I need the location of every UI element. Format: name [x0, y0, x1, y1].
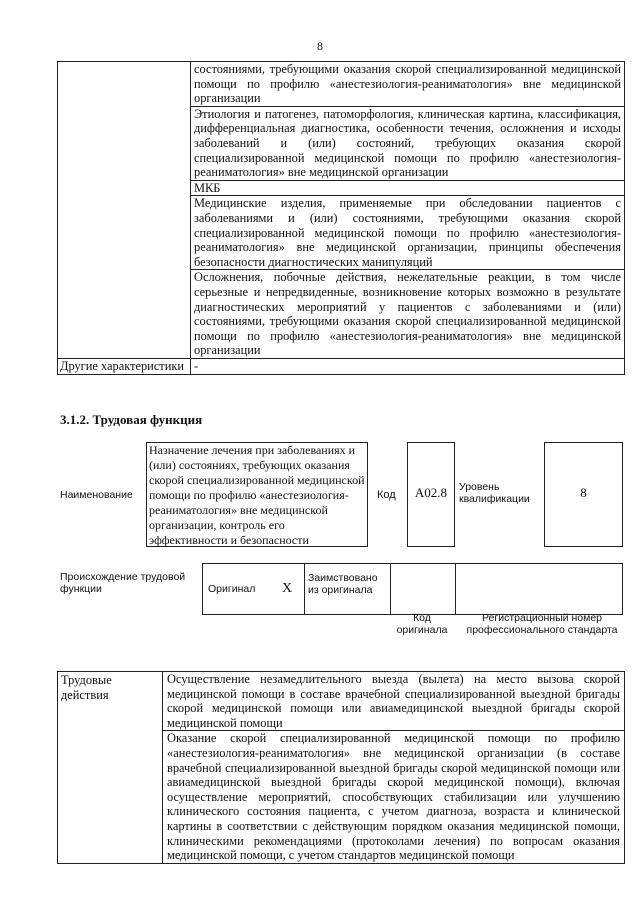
row-text: - [191, 358, 625, 374]
table-row [58, 62, 625, 107]
level-box: 8 [544, 442, 623, 547]
action-item: Осуществление незамедлительного выезда (вылета) на место вызова скорой медицинской помощи в составе врачебной специализированной выездной бригады скорой медицинской помощи или авиамедицинской выездной бригады скорой медицинской помощи [163, 672, 625, 731]
knowledge-table [57, 61, 625, 375]
row-text: Этиология и патогенез, патоморфология, клиническая картина, классификация, дифференциальная диагностика, особенности течения, осложнения и исходы заболеваний и (или) состояний, требующих оказания скорой специализированной медицинской помощи по профилю «анестезиология-реаниматология» вне медицинской организации [191, 106, 625, 180]
origin-label: Происхождение трудовой функции [60, 571, 186, 595]
code-box: A02.8 [407, 442, 455, 547]
actions-label: Трудовые действия [58, 672, 163, 864]
name-label: Наименование [60, 489, 133, 501]
reg-caption: Регистрационный номер профессионального стандарта [466, 612, 618, 636]
code-label: Код [377, 489, 396, 501]
row-text: состояниями, требующими оказания скорой специализированной медицинской помощи по профилю «анестезиология-реаниматология» вне медицинской организации [191, 62, 625, 107]
table-row [58, 358, 625, 374]
origin-table [202, 563, 623, 615]
page-number: 8 [317, 39, 323, 53]
section-title: 3.1.2. Трудовая функция [60, 412, 203, 427]
row-text: Медицинские изделия, применяемые при обследовании пациентов с заболеваниями и (или) состояниями, требующими оказания скорой специализированной медицинской помощи по профилю «анестезиология-реаниматология» вне медицинской организации, принципы обеспечения безопасности диагностических манипуляций [191, 196, 625, 270]
reg-number-cell [456, 564, 623, 615]
row-label-other: Другие характеристики [58, 358, 191, 374]
original-code-cell [391, 564, 456, 615]
table-row [58, 672, 625, 731]
original-mark: X [270, 564, 305, 615]
row-label [58, 62, 191, 359]
original-label: Оригинал [203, 564, 271, 615]
level-label: Уровень квалификации [459, 481, 530, 505]
borrowed-label: Заимствовано из оригинала [305, 564, 391, 615]
actions-table [57, 671, 625, 864]
function-name-box: Назначение лечения при заболеваниях и (или) состояниях, требующих оказания скорой специализированной медицинской помощи по профилю «анестезиология-реаниматология» вне медицинской организации, контроль его эффективности и безопасности [146, 442, 368, 547]
row-text: Осложнения, побочные действия, нежелательные реакции, в том числе серьезные и непредвиденные, возникновение которых возможно в результате диагностических мероприятий у пациентов с заболеваниями и (или) состояниями, требующими оказания скорой специализированной медицинской помощи по профилю «анестезиология-реаниматология» вне медицинской организации [191, 270, 625, 359]
row-text: МКБ [191, 180, 625, 196]
code-caption: Код оригинала [396, 612, 448, 636]
action-item: Оказание скорой специализированной медицинской помощи по профилю «анестезиология-реаниматология» вне медицинской организации (в составе врачебной специализированной выездной бригады скорой медицинской помощи или авиамедицинской выездной бригады скорой медицинской помощи), включая осуществление мероприятий, способствующих стабилизации или улучшению клинического состояния пациента, с учетом диагноза, возраста и клинической картины в соответствии с действующим порядком оказания медицинской помощи, клиническими рекомендациями (протоколами лечения) по вопросам оказания медицинской помощи, с учетом стандартов медицинской помощи [163, 731, 625, 863]
